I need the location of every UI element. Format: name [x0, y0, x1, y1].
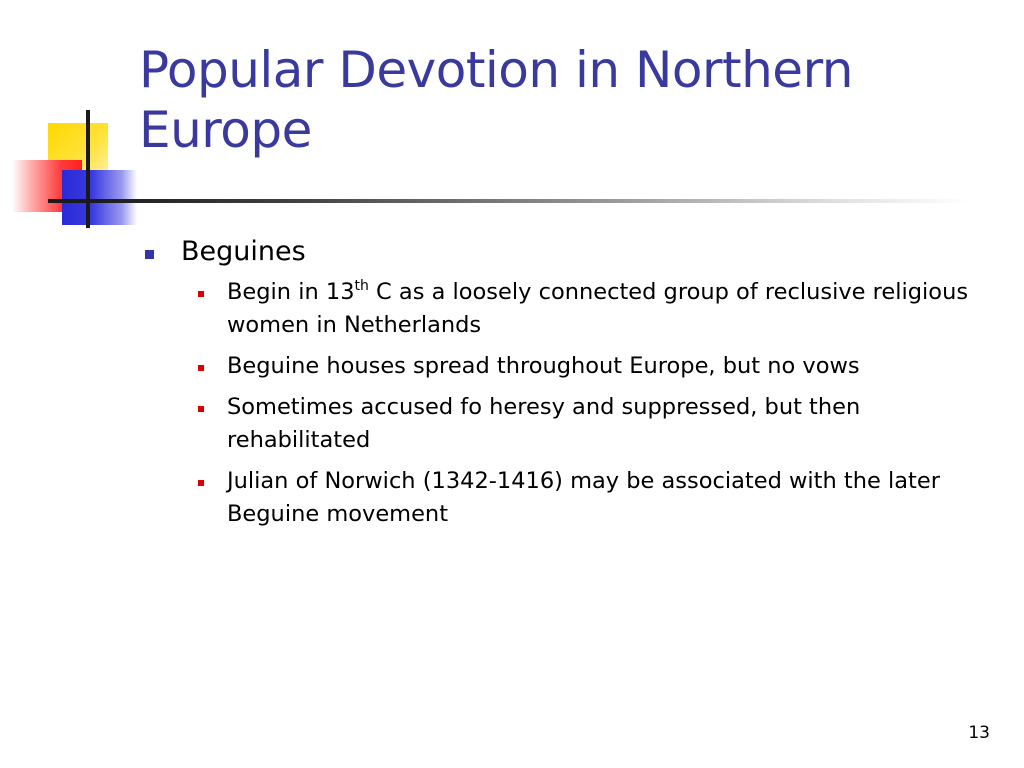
subbullet-item	[145, 276, 985, 342]
slide-title: Popular Devotion in Northern Europe	[139, 41, 853, 159]
square-bullet-icon	[145, 250, 154, 259]
subbullet-text: Beguine houses spread throughout Europe, but no vows	[227, 353, 860, 379]
red-square-bullet-icon	[198, 480, 204, 486]
logo-horizontal-line	[48, 199, 88, 203]
subbullet-text-pre: Begin in 13	[227, 279, 355, 305]
subbullet-text: Sometimes accused fo heresy and suppressed, but then rehabilitated	[227, 394, 861, 453]
superscript-th: th	[354, 278, 369, 294]
red-square-bullet-icon	[198, 365, 204, 371]
bullet-text: Beguines	[181, 236, 306, 267]
bullet-item-level1	[145, 232, 985, 272]
logo-vertical-line	[86, 110, 90, 228]
blue-square	[62, 170, 137, 225]
subbullet-list	[145, 276, 985, 531]
red-square-bullet-icon	[198, 406, 204, 412]
subbullet-item	[145, 391, 985, 457]
subbullet-item	[145, 465, 985, 531]
subbullet-text-post: C as a loosely connected group of reclusive religious women in Netherlands	[227, 279, 969, 338]
slide-content	[145, 232, 985, 539]
subbullet-item	[145, 350, 985, 383]
red-square-bullet-icon	[198, 291, 204, 297]
page-number: 13	[968, 723, 990, 743]
decorative-logo-squares	[0, 0, 150, 240]
subbullet-text: Julian of Norwich (1342-1416) may be associated with the later Beguine movement	[227, 468, 940, 527]
title-underline	[88, 199, 968, 203]
